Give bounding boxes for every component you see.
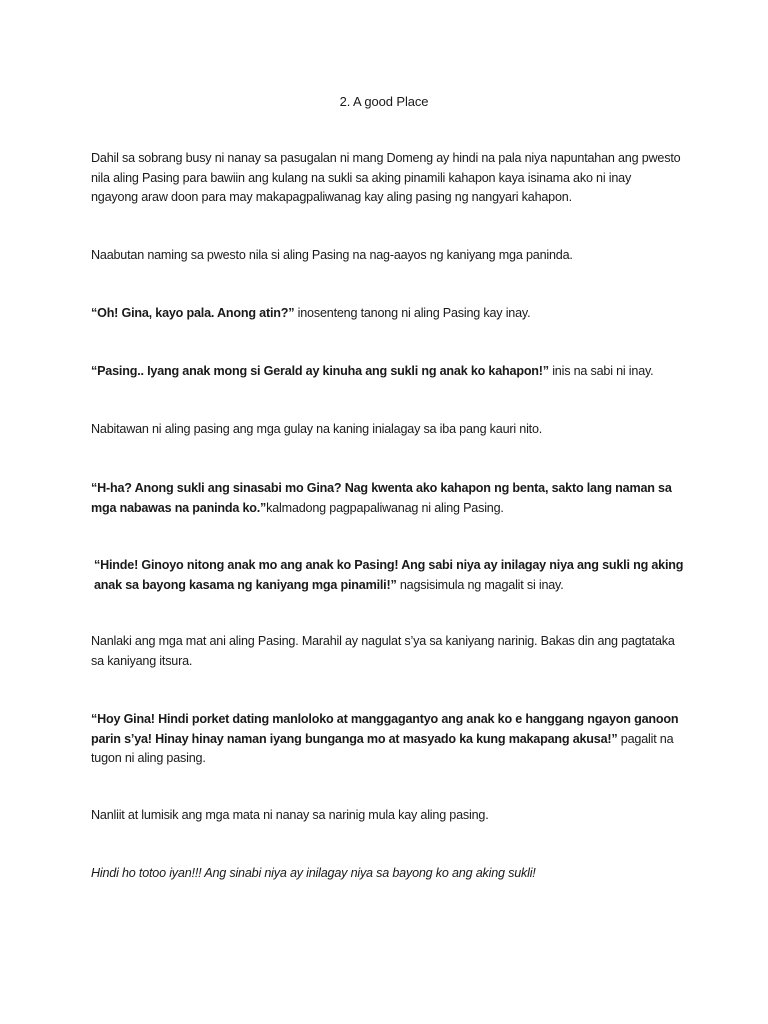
paragraph-3 [91,304,681,324]
paragraph-1 [91,149,681,208]
paragraph-text: Naabutan naming sa pwesto nila si aling Pasing na nag-aayos ng kaniyang mga paninda. [91,248,573,262]
paragraph-6 [91,479,681,518]
dialogue-text: “Oh! Gina, kayo pala. Anong atin?” [91,306,295,320]
dialogue-text: “Pasing.. Iyang anak mong si Gerald ay kinuha ang sukli ng anak ko kahapon!” [91,364,549,378]
paragraph-text: Dahil sa sobrang busy ni nanay sa pasugalan ni mang Domeng ay hindi na pala niya napuntahan ang pwesto nila aling Pasing para bawiin ang kulang na sukli sa aking pinamili kahapon kaya isinama ako ni inay ngayong araw doon para may makapagpaliwanag kay aling pasing ng nangyari kahapon. [91,151,681,204]
paragraph-8 [91,632,681,671]
paragraph-2 [91,246,681,266]
paragraph-text: inosenteng tanong ni aling Pasing kay inay. [294,306,531,320]
paragraph-text: pagalit na tugon ni aling pasing. [91,731,674,765]
paragraph-text: nagsisimula ng magalit si inay. [396,577,564,592]
document-title: 2. A good Place [339,94,429,109]
paragraph-5 [91,420,681,440]
italic-thought-text: Hindi ho totoo iyan!!! Ang sinabi niya ay inilagay niya sa bayong ko ang aking sukli! [91,866,536,880]
paragraph-10 [91,806,681,826]
paragraph-11 [91,864,681,884]
paragraph-9 [91,710,681,769]
dialogue-text: “Hoy Gina! Hindi porket dating manloloko at manggagantyo ang anak ko e hanggang ngayon ganoon parin s’ya! Hinay hinay naman iyang bunganga mo at masyado ka kung makapang akusa!” [91,712,679,746]
paragraph-text: inis na sabi ni inay. [548,364,654,378]
paragraph-text: Nanliit at lumisik ang mga mata ni nanay sa narinig mula kay aling pasing. [91,808,489,822]
paragraph-text: Nanlaki ang mga mat ani aling Pasing. Marahil ay nagulat s’ya sa kaniyang narinig. Bakas din ang pagtataka sa kaniyang itsura. [91,634,675,668]
paragraph-4 [91,362,681,382]
dialogue-text: “H-ha? Anong sukli ang sinasabi mo Gina? Nag kwenta ako kahapon ng benta, sakto lang naman sa mga nabawas na paninda ko.” [91,481,672,515]
paragraph-7 [91,556,684,595]
paragraph-text: kalmadong pagpapaliwanag ni aling Pasing. [266,500,504,515]
dialogue-text: “Hinde! Ginoyo nitong anak mo ang anak ko Pasing! Ang sabi niya ay inilagay niya ang sukli ng aking anak sa bayong kasama ng kaniyang mga pinamili!” [94,558,684,592]
paragraph-text: Nabitawan ni aling pasing ang mga gulay na kaning inialagay sa iba pang kauri nito. [91,422,543,436]
